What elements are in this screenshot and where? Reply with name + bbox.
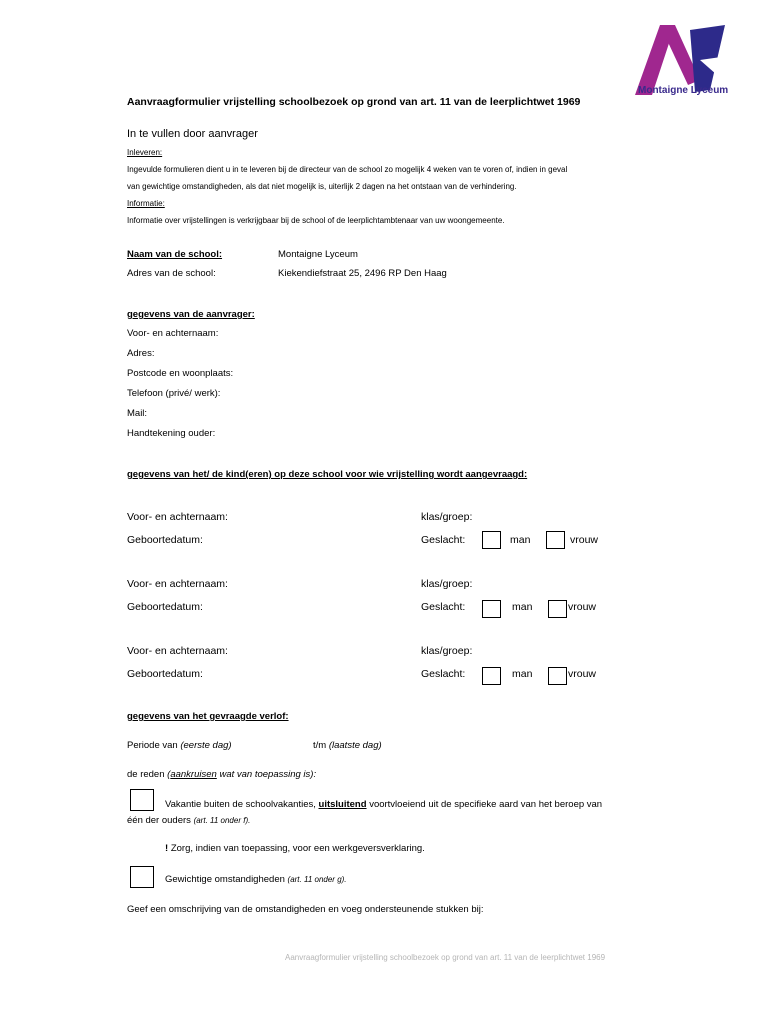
child-male-label: man: [512, 601, 533, 613]
school-name-value: Montaigne Lyceum: [278, 249, 358, 260]
child-gender-label: Geslacht:: [421, 534, 466, 546]
period-to-label: t/m: [313, 740, 327, 751]
applicant-field-name: Voor- en achternaam:: [127, 328, 219, 339]
option-circumstances-checkbox[interactable]: [130, 866, 154, 888]
page-title: Aanvraagformulier vrijstelling schoolbezoek op grond van art. 11 van de leerplichtwet 1969: [127, 96, 581, 108]
child-female-checkbox[interactable]: [546, 531, 565, 549]
option-vacation-line2: [127, 815, 250, 826]
applicant-field-signature: Handtekening ouder:: [127, 428, 216, 439]
child-male-checkbox[interactable]: [482, 600, 501, 618]
applicant-field-address: Adres:: [127, 348, 155, 359]
option-vacation-line1: [165, 799, 602, 810]
child-birth-label: Geboortedatum:: [127, 668, 203, 680]
child-birth-label: Geboortedatum:: [127, 601, 203, 613]
period-row: [127, 740, 232, 751]
option-circumstances-row: [165, 874, 347, 885]
school-name-label: Naam van de school:: [127, 249, 223, 260]
inleveren-line2: van gewichtige omstandigheden, als dat niet mogelijk is, uiterlijk 2 dagen na het ontstaan van de verhindering.: [127, 182, 517, 191]
period-label: Periode van: [127, 740, 178, 751]
children-heading: gegevens van het/ de kind(eren) op deze school voor wie vrijstelling wordt aangevraagd:: [127, 469, 528, 480]
option-vacation-b: uitsluitend: [318, 799, 367, 810]
child-class-label: klas/groep:: [421, 578, 473, 590]
child-female-label: vrouw: [568, 668, 597, 680]
option-vacation-checkbox[interactable]: [130, 789, 154, 811]
school-address-label: Adres van de school:: [127, 268, 216, 279]
page-footer: Aanvraagformulier vrijstelling schoolbezoek op grond van art. 11 van de leerplichtwet 1969: [285, 953, 606, 962]
applicant-field-phone: Telefoon (privé/ werk):: [127, 388, 221, 399]
option-vacation-c: voortvloeiend uit de specifieke aard van het beroep van: [369, 799, 603, 810]
option-circumstances-ref: (art. 11 onder g).: [287, 875, 347, 884]
child-female-label: vrouw: [568, 601, 597, 613]
school-address-value: Kiekendiefstraat 25, 2496 RP Den Haag: [278, 268, 447, 279]
child-gender-label: Geslacht:: [421, 668, 466, 680]
applicant-field-mail: Mail:: [127, 408, 148, 419]
child-birth-label: Geboortedatum:: [127, 534, 203, 546]
informatie-label: Informatie:: [127, 199, 165, 208]
child-female-checkbox[interactable]: [548, 600, 567, 618]
child-name-label: Voor- en achternaam:: [127, 511, 228, 523]
inleveren-line1: Ingevulde formulieren dient u in te leveren bij de directeur van de school zo mogelijk 4 weken van te voren of, indien in geval: [127, 165, 568, 174]
informatie-text: Informatie over vrijstellingen is verkrijgbaar bij de school of de leerplichtambtenaar van uw woongemeente.: [127, 216, 505, 225]
child-male-checkbox[interactable]: [482, 667, 501, 685]
child-name-label: Voor- en achternaam:: [127, 578, 228, 590]
period-to-row: [313, 740, 382, 751]
describe-prompt: Geef een omschrijving van de omstandigheden en voeg ondersteunende stukken bij:: [127, 904, 484, 915]
leave-heading: gegevens van het gevraagde verlof:: [127, 711, 289, 722]
option-circumstances-text: Gewichtige omstandigheden: [165, 874, 285, 885]
child-male-label: man: [510, 534, 531, 546]
intro-heading: In te vullen door aanvrager: [127, 128, 258, 140]
employer-note-text: Zorg, indien van toepassing, voor een werkgeversverklaring.: [170, 843, 425, 854]
child-class-label: klas/groep:: [421, 511, 473, 523]
applicant-field-postcode: Postcode en woonplaats:: [127, 368, 234, 379]
child-female-label: vrouw: [570, 534, 599, 546]
option-vacation-ref: (art. 11 onder f).: [193, 816, 251, 825]
child-name-label: Voor- en achternaam:: [127, 645, 228, 657]
employer-note: [165, 843, 425, 854]
option-vacation-line2-text: één der ouders: [127, 815, 191, 826]
child-gender-label: Geslacht:: [421, 601, 466, 613]
child-female-checkbox[interactable]: [548, 667, 567, 685]
applicant-heading: gegevens van de aanvrager:: [127, 309, 255, 320]
reason-suffix: wat van toepassing is):: [219, 769, 317, 780]
option-vacation-a: Vakantie buiten de schoolvakanties,: [165, 799, 316, 810]
warning-icon: !: [165, 843, 169, 854]
inleveren-label: Inleveren:: [127, 148, 163, 157]
reason-row: de reden (aankruisen wat van toepassing is):: [127, 769, 317, 780]
period-first-hint: (eerste dag): [180, 740, 232, 751]
reason-tick: aankruisen: [170, 769, 217, 780]
logo-text: Montaigne Lyceum: [638, 85, 729, 96]
child-male-label: man: [512, 668, 533, 680]
period-last-hint: (laatste dag): [328, 740, 382, 751]
child-class-label: klas/groep:: [421, 645, 473, 657]
child-male-checkbox[interactable]: [482, 531, 501, 549]
reason-prefix: de reden: [127, 769, 165, 780]
